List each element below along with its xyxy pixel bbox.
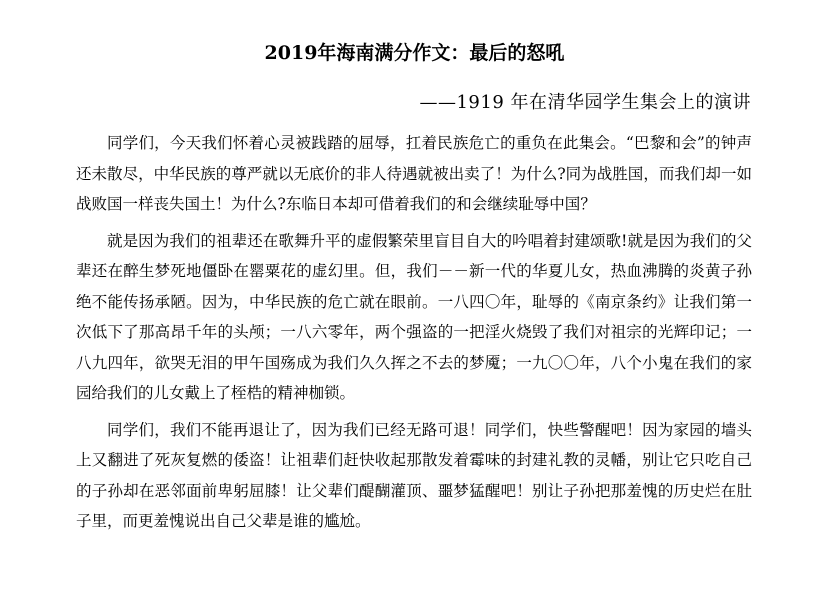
page-subtitle: ——1919 年在清华园学生集会上的演讲 [419,92,751,113]
paragraph-1: 同学们，今天我们怀着心灵被践踏的屈辱，扛着民族危亡的重负在此集会。“巴黎和会”的钟声还未散尽，中华民族的尊严就以无底价的非人待遇就被出卖了！为什么?同为战胜国，而我们却一如战败国一样丧失国土！为什么?东临日本却可借着我们的和会继续耻辱中国？ [76,134,752,213]
document-body [76,128,752,543]
page-title: 2019年海南满分作文：最后的怒吼 [264,42,565,64]
paragraph-2: 就是因为我们的祖辈还在歌舞升平的虚假繁荣里盲目自大的吟唱着封建颂歌!就是因为我们的父辈还在醉生梦死地僵卧在罂粟花的虚幻里。但，我们－－新一代的华夏儿女，热血沸腾的炎黄子孙绝不能传扬承陋。因为，中华民族的危亡就在眼前。一八四〇年，耻辱的《南京条约》让我们第一次低下了那高昂千年的头颅；一八六零年，两个强盗的一把淫火烧毁了我们对祖宗的光辉印记；一八九四年，欲哭无泪的甲午国殇成为我们久久挥之不去的梦魇；一九〇〇年，八个小鬼在我们的家园给我们的儿女戴上了桎梏的精神枷锁。 [76,231,752,402]
paragraph-3: 同学们，我们不能再退让了，因为我们已经无路可退！同学们，快些警醒吧！因为家园的墙头上又翻进了死灰复燃的倭盗！让祖辈们赶快收起那散发着霉味的封建礼教的灵幡，别让它只吃自己的子孙却在恶邻面前卑躬屈膝！让父辈们醍醐灌顶、噩梦猛醒吧！别让子孙把那羞愧的历史烂在肚子里，而更羞愧说出自己父辈是谁的尴尬。 [76,420,752,530]
